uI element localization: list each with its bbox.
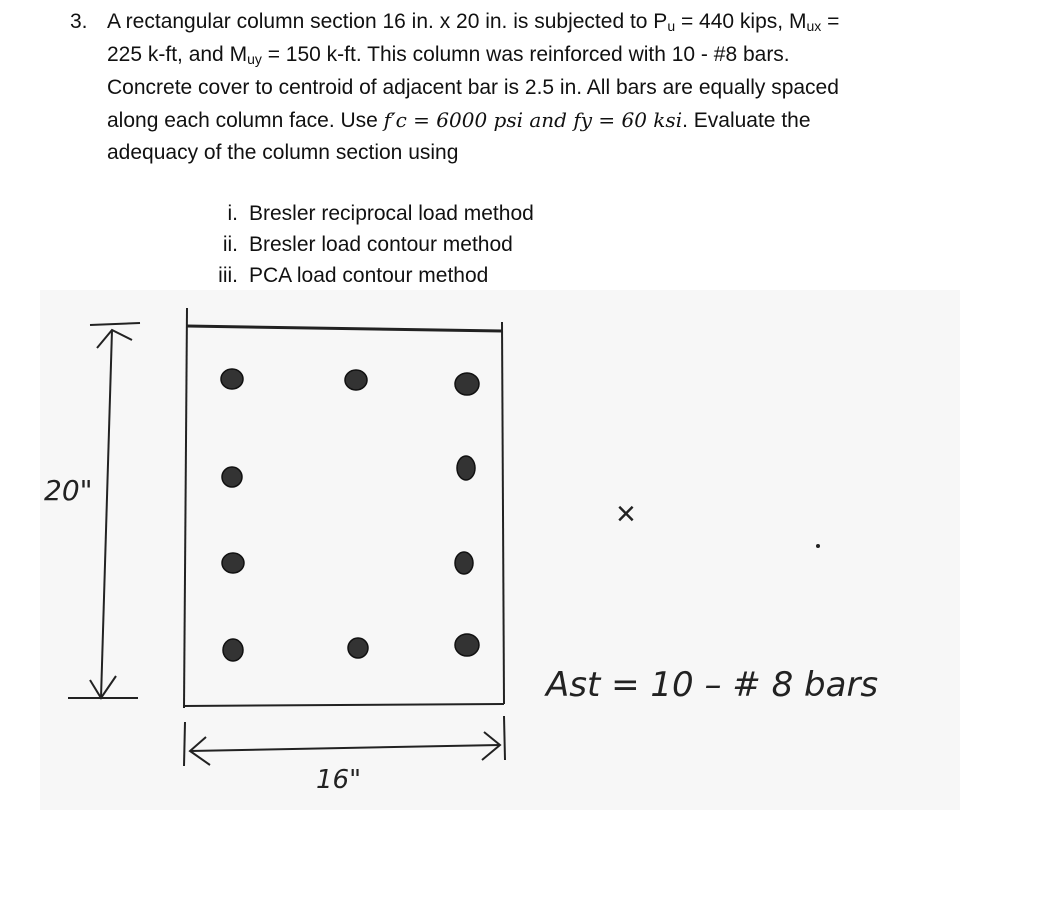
rebar-dot bbox=[348, 638, 368, 658]
height-label: 20" bbox=[44, 474, 93, 507]
material-properties: f′c = 6000 psi and fy = 60 ksi bbox=[383, 108, 683, 132]
steel-area-note: Ast = 10 – # 8 bars bbox=[546, 665, 879, 705]
problem-number: 3. bbox=[70, 10, 88, 33]
rebar-dot bbox=[457, 456, 475, 480]
column-left-edge bbox=[184, 308, 187, 708]
width-dimension bbox=[184, 716, 505, 766]
rebar-dot bbox=[221, 369, 243, 389]
column-top-edge bbox=[187, 326, 502, 331]
method-item: iii. PCA load contour method bbox=[218, 264, 489, 287]
column-bottom-edge bbox=[183, 704, 504, 706]
width-label: 16" bbox=[316, 765, 362, 795]
stray-dot bbox=[816, 544, 820, 548]
rebar-dot bbox=[345, 370, 367, 390]
method-item: ii. Bresler load contour method bbox=[222, 233, 513, 256]
problem-line-1: A rectangular column section 16 in. x 20 in. is subjected to Pu = 440 kips, Mux = bbox=[107, 10, 840, 34]
rebar-dot bbox=[455, 634, 479, 656]
rebar-dot bbox=[222, 467, 242, 487]
height-dimension bbox=[68, 323, 140, 698]
method-item: i. Bresler reciprocal load method bbox=[227, 202, 534, 225]
rebar-dot bbox=[223, 639, 243, 661]
problem-line-5: adequacy of the column section using bbox=[107, 141, 459, 164]
rebar-dot bbox=[455, 373, 479, 395]
x-mark: × bbox=[616, 495, 636, 533]
problem-line-2: 225 k-ft, and Muy = 150 k-ft. This column was reinforced with 10 - #8 bars. bbox=[107, 43, 790, 67]
rebar-dot bbox=[222, 553, 244, 573]
problem-line-4: along each column face. Use f′c = 6000 psi and fy = 60 ksi. Evaluate the bbox=[107, 108, 811, 132]
rebar-group bbox=[221, 369, 479, 661]
rebar-dot bbox=[455, 552, 473, 574]
column-right-edge bbox=[502, 322, 504, 704]
problem-line-3: Concrete cover to centroid of adjacent bar is 2.5 in. All bars are equally spaced bbox=[107, 76, 839, 99]
